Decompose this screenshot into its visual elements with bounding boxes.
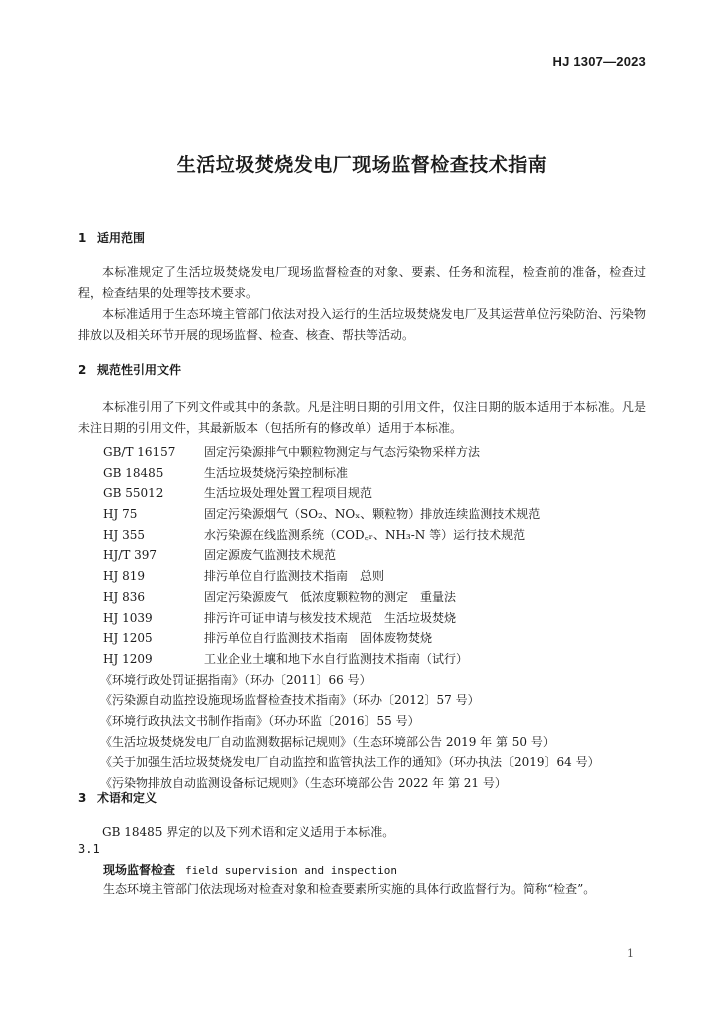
reference-item [103, 525, 663, 546]
reference-title: 生活垃圾处理处置工程项目规范 [204, 486, 373, 501]
reference-title: 排污单位自行监测技术指南 总则 [204, 569, 385, 584]
section-title: 术语和定义 [97, 791, 158, 805]
reference-title: 固定污染源烟气（SO₂、NOₓ、颗粒物）排放连续监测技术规范 [204, 507, 541, 522]
section-title: 适用范围 [97, 231, 146, 245]
section-heading-2 [78, 361, 181, 378]
paragraph: 本标准引用了下列文件或其中的条款。凡是注明日期的引用文件，仅注日期的版本适用于本标准。凡是未注日期的引用文件，其最新版本（包括所有的修改单）适用于本标准。 [78, 400, 646, 435]
reference-item [103, 587, 663, 608]
reference-title: 固定源废气监测技术规范 [204, 548, 337, 563]
reference-document: 《环境行政处罚证据指南》（环办〔2011〕66 号） [100, 672, 372, 687]
section-heading-3 [78, 789, 157, 806]
paragraph: GB 18485 界定的以及下列术语和定义适用于本标准。 [102, 825, 395, 839]
reference-document: 《环境行政执法文书制作指南》（环办环监〔2016〕55 号） [100, 713, 420, 728]
reference-document: 《生活垃圾焚烧发电厂自动监测数据标记规则》（生态环境部公告 2019 年 第 50 号） [100, 734, 555, 749]
reference-item [103, 649, 663, 670]
reference-item [103, 463, 663, 484]
reference-item [103, 504, 663, 525]
paragraph: 本标准适用于生态环境主管部门依法对投入运行的生活垃圾焚烧发电厂及其运营单位污染防治、污染物排放以及相关环节开展的现场监督、检查、核查、帮扶等活动。 [78, 307, 646, 342]
reference-code: HJ 1205 [103, 631, 153, 646]
reference-code: HJ 819 [103, 569, 145, 584]
reference-code: HJ 1039 [103, 610, 153, 625]
page-number: 1 [627, 947, 634, 960]
reference-code: HJ 355 [103, 527, 145, 542]
section-number: 1 [78, 231, 87, 245]
reference-code: HJ 1209 [103, 651, 153, 666]
reference-title: 排污单位自行监测技术指南 固体废物焚烧 [204, 631, 433, 646]
reference-code: HJ/T 397 [103, 548, 158, 563]
reference-title: 固定污染源废气 低浓度颗粒物的测定 重量法 [204, 589, 457, 604]
term-entry [103, 861, 397, 878]
reference-title: 固定污染源排气中颗粒物测定与气态污染物采样方法 [204, 445, 481, 459]
section-number: 2 [78, 363, 87, 377]
standard-number: HJ 1307—2023 [552, 54, 646, 69]
reference-title: 工业企业土壤和地下水自行监测技术指南（试行） [204, 651, 469, 666]
paragraph: 本标准规定了生活垃圾焚烧发电厂现场监督检查的对象、要素、任务和流程，检查前的准备，检查过程，检查结果的处理等技术要求。 [78, 265, 646, 300]
term-definition: 生态环境主管部门依法现场对检查对象和检查要素所实施的具体行政监督行为。简称“检查”。 [103, 882, 596, 896]
document-title: 生活垃圾焚烧发电厂现场监督检查技术指南 [176, 154, 548, 176]
subsection-number: 3.1 [78, 842, 100, 856]
section-number: 3 [78, 791, 87, 805]
term-chinese: 现场监督检查 [103, 863, 176, 877]
reference-document: 《污染源自动监控设施现场监督检查技术指南》（环办〔2012〕57 号） [100, 693, 480, 708]
reference-item [103, 442, 663, 463]
reference-item [103, 608, 663, 629]
reference-title: 排污许可证申请与核发技术规范 生活垃圾焚烧 [204, 610, 457, 625]
reference-code: HJ 75 [103, 507, 138, 522]
reference-item [103, 483, 663, 504]
reference-code: GB 55012 [103, 486, 164, 501]
reference-item [103, 545, 663, 566]
reference-title: 水污染源在线监测系统（COD꜀ᵣ、NH₃-N 等）运行技术规范 [204, 527, 526, 542]
reference-document: 《关于加强生活垃圾焚烧发电厂自动监控和监管执法工作的通知》（环办执法〔2019〕64 号） [100, 755, 600, 770]
section-heading-1 [78, 229, 145, 246]
reference-item [103, 628, 663, 649]
section-title: 规范性引用文件 [97, 363, 182, 377]
reference-code: GB 18485 [103, 465, 164, 480]
reference-item [103, 566, 663, 587]
reference-title: 生活垃圾焚烧污染控制标准 [204, 465, 349, 480]
reference-code: HJ 836 [103, 589, 145, 604]
normative-reference-list [100, 442, 663, 794]
reference-code: GB/T 16157 [103, 445, 176, 459]
term-english: field supervision and inspection [185, 864, 397, 877]
reference-document: 《污染物排放自动监测设备标记规则》（生态环境部公告 2022 年 第 21 号） [100, 776, 507, 790]
